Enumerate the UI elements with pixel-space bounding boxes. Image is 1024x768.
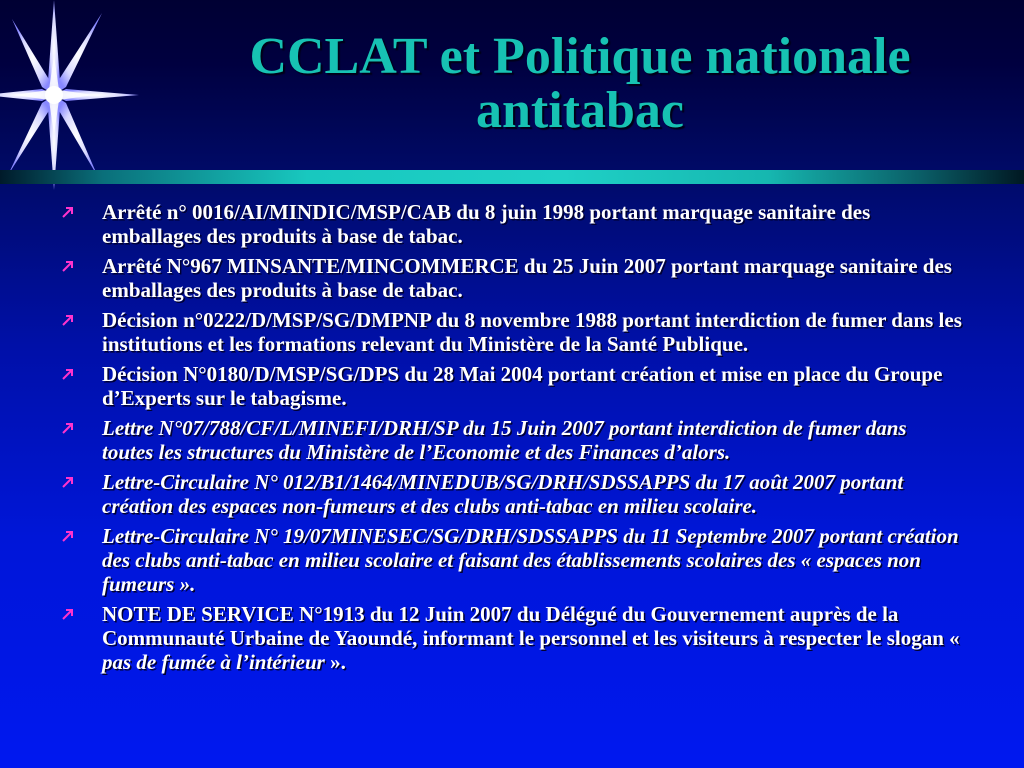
list-item-text-end: ». [324,650,346,674]
slogan-text: pas de fumée à l’intérieur [102,650,325,674]
list-item-text-start: NOTE DE SERVICE N°1913 du 12 Juin 2007 du Délégué du Gouvernement auprès de la Communauté Urbaine de Yaoundé, informant le personnel et les visiteurs à respecter le slogan « [102,602,960,650]
sparkle-star-icon [0,0,152,190]
list-item [62,362,962,410]
arrow-up-right-icon [62,608,74,620]
list-item-text: Lettre-Circulaire N° 012/B1/1464/MINEDUB/SG/DRH/SDSSAPPS du 17 août 2007 portant création des espaces non-fumeurs et des clubs anti-tabac en milieu scolaire. [102,470,904,518]
arrow-up-right-icon [62,260,74,272]
list-item [62,200,962,248]
list-item [62,524,962,596]
list-item [62,308,962,356]
slide-title [160,30,1000,138]
list-item-text: Lettre N°07/788/CF/L/MINEFI/DRH/SP du 15 Juin 2007 portant interdiction de fumer dans toutes les structures du Ministère de l’Economie et des Finances d’alors. [102,416,907,464]
arrow-up-right-icon [62,206,74,218]
arrow-up-right-icon [62,314,74,326]
list-item-text: Décision N°0180/D/MSP/SG/DPS du 28 Mai 2004 portant création et mise en place du Groupe d’Experts sur le tabagisme. [102,362,943,410]
list-item [62,416,962,464]
arrow-up-right-icon [62,530,74,542]
arrow-up-right-icon [62,422,74,434]
title-divider [0,170,1024,184]
list-item [62,470,962,518]
list-item-text: Décision n°0222/D/MSP/SG/DMPNP du 8 novembre 1988 portant interdiction de fumer dans les institutions et les formations relevant du Ministère de la Santé Publique. [102,308,962,356]
list-item [62,254,962,302]
arrow-up-right-icon [62,476,74,488]
list-item-text: Arrêté n° 0016/AI/MINDIC/MSP/CAB du 8 juin 1998 portant marquage sanitaire des emballages des produits à base de tabac. [102,200,871,248]
arrow-up-right-icon [62,368,74,380]
slide-title-line-1: CCLAT et Politique nationale [249,28,911,85]
list-item-text: Arrêté N°967 MINSANTE/MINCOMMERCE du 25 Juin 2007 portant marquage sanitaire des emballages des produits à base de tabac. [102,254,952,302]
slide-title-line-2: antitabac [476,82,684,139]
list-item-text: Lettre-Circulaire N° 19/07MINESEC/SG/DRH/SDSSAPPS du 11 Septembre 2007 portant création des clubs anti-tabac en milieu scolaire et faisant des établissements scolaires des « espaces non fumeurs ». [102,524,959,596]
bullet-list [62,200,962,680]
list-item [62,602,962,674]
